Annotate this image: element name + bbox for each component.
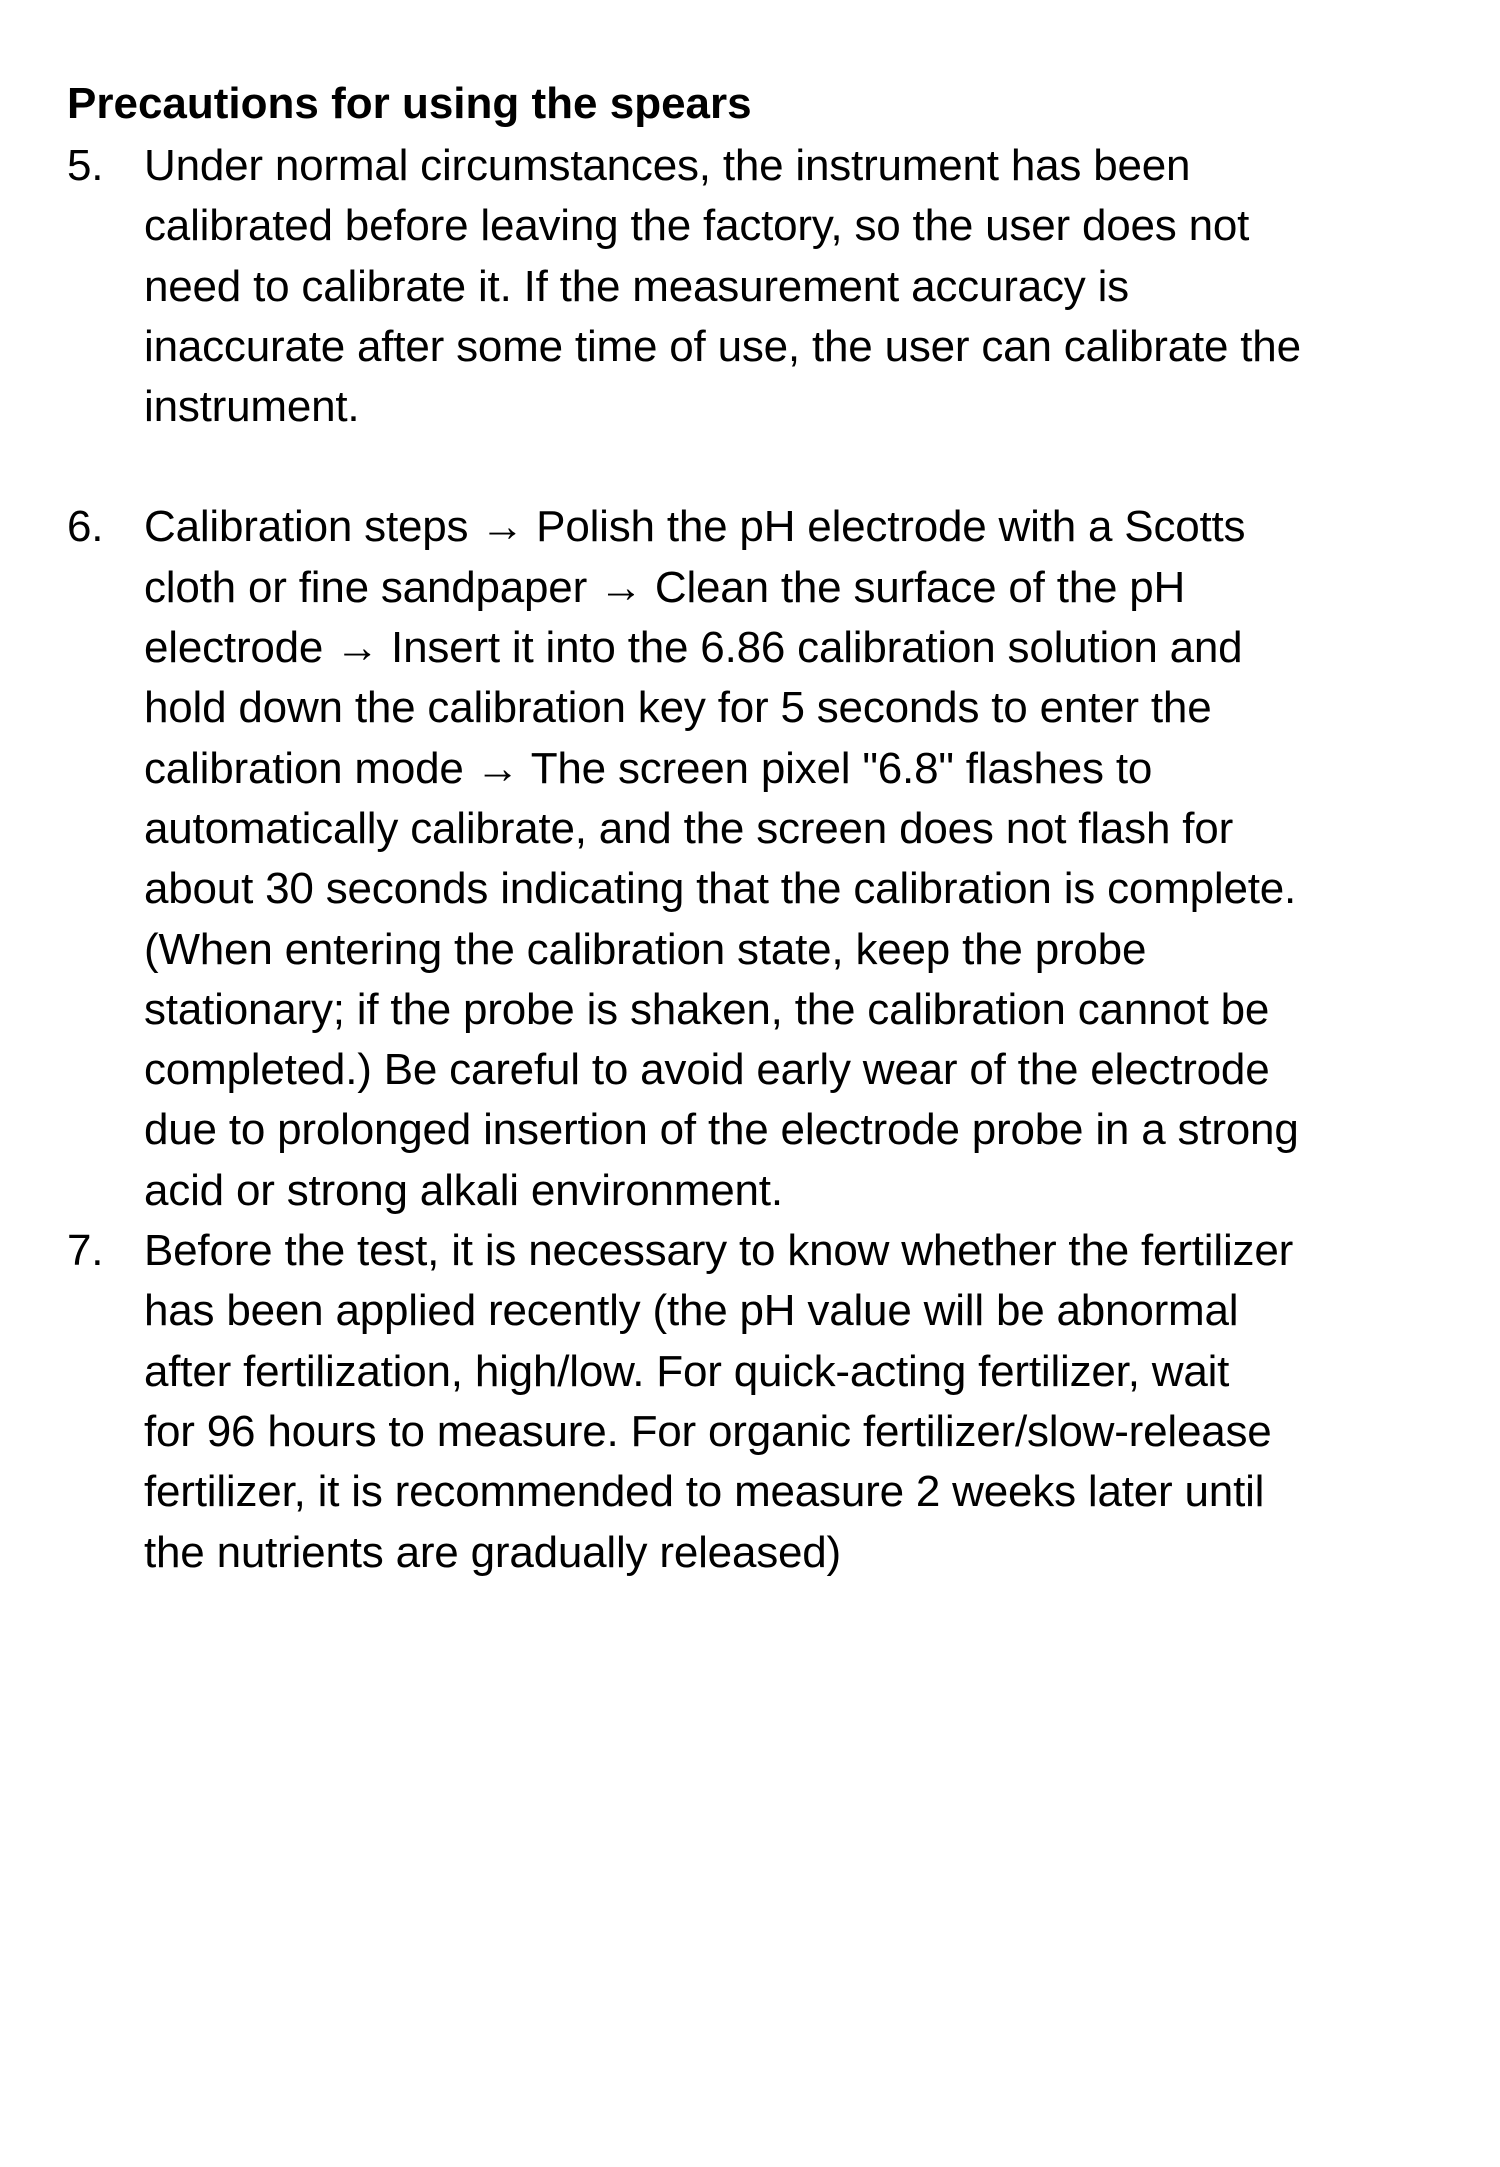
paragraph-line: cloth or fine sandpaper → Clean the surface of the pH <box>144 562 1186 612</box>
paragraph-line: need to calibrate it. If the measurement accuracy is <box>144 261 1129 311</box>
paragraph-line: inaccurate after some time of use, the user can calibrate the <box>144 321 1301 371</box>
list-number: 7. <box>67 1226 104 1276</box>
paragraph-line: about 30 seconds indicating that the calibration is complete. <box>144 864 1297 914</box>
paragraph-line: completed.) Be careful to avoid early wear of the electrode <box>144 1045 1270 1095</box>
paragraph-line: instrument. <box>144 382 360 432</box>
paragraph-line: for 96 hours to measure. For organic fertilizer/slow-release <box>144 1406 1272 1456</box>
list-item-6 <box>67 497 1467 1221</box>
paragraph-line: has been applied recently (the pH value will be abnormal <box>144 1286 1239 1336</box>
list-number: 5. <box>67 141 104 190</box>
paragraph-line: (When entering the calibration state, keep the probe <box>144 924 1147 974</box>
paragraph-line: Calibration steps → Polish the pH electrode with a Scotts <box>144 502 1246 552</box>
list-item-7 <box>67 1221 1467 1583</box>
list-item-5 <box>67 136 1467 437</box>
paragraph-line: hold down the calibration key for 5 seconds to enter the <box>144 683 1212 733</box>
paragraph-line: calibrated before leaving the factory, so the user does not <box>144 201 1250 251</box>
paragraph-line: after fertilization, high/low. For quick-acting fertilizer, wait <box>144 1346 1230 1396</box>
list-number: 6. <box>67 502 104 552</box>
paragraph-line: the nutrients are gradually released) <box>144 1527 842 1577</box>
paragraph-line: Before the test, it is necessary to know whether the fertilizer <box>144 1226 1294 1276</box>
paragraph-line: acid or strong alkali environment. <box>144 1165 783 1215</box>
section-heading: Precautions for using the spears <box>67 79 752 128</box>
document-body <box>67 78 1467 1583</box>
paragraph-line: fertilizer, it is recommended to measure 2 weeks later until <box>144 1467 1265 1517</box>
paragraph-line: calibration mode → The screen pixel "6.8" flashes to <box>144 743 1153 793</box>
paragraph-line: due to prolonged insertion of the electrode probe in a strong <box>144 1105 1299 1155</box>
paragraph-line: electrode → Insert it into the 6.86 calibration solution and <box>144 623 1243 673</box>
paragraph-spacer <box>67 437 1467 497</box>
paragraph-line: Under normal circumstances, the instrument has been <box>144 141 1191 190</box>
paragraph-line: automatically calibrate, and the screen does not flash for <box>144 803 1234 853</box>
paragraph-line: stationary; if the probe is shaken, the calibration cannot be <box>144 984 1270 1034</box>
